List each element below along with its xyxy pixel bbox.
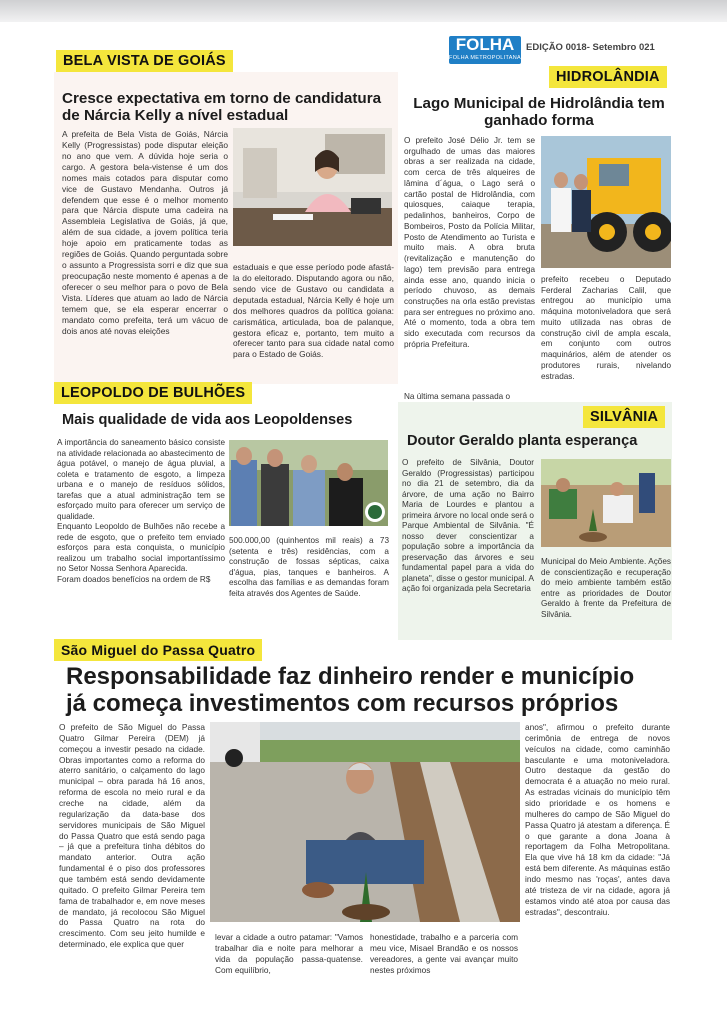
bela-vista-col2: estaduais e que esse período pode afastá-la do eleitorado. Disputando agora ou não, sendo vice de Gustavo ou candidata a deputada estadual, Nárcia Kelly é hoje um dos melhores quadros da política goiana: carismática, articulada, boa de palanque, gestora eficaz e, portanto, tem muito a oferecer tanto para sua cidade natal como para o Estado de Goiás.: [233, 262, 394, 360]
leopoldo-tag: LEOPOLDO DE BULHÕES: [54, 382, 252, 404]
sao-miguel-col4: anos", afirmou o prefeito durante cerimônia de entrega de novos veículos na cidade, como caminhão basculante e uma motoniveladora. Outro destaque da gestão do democrata é a atuação no meio rural. As estradas vicinais do município têm sido prioridade e os homens e mulheres do campo de São Miguel do Passa Quatro já atestam a diferença. É o que garante a dona Joana à reportagem da Folha Metropolitana. Ela que vive há 18 km da cidade: "Já está bem diferente. As máquinas estão indo mesmo nas 'roças', antes dava até tristeza de vir na cidade, agora já estamos vindo até atoa por causa das estradas", descontraiu.: [525, 722, 670, 917]
bela-vista-tag: BELA VISTA DE GOIÁS: [56, 50, 233, 72]
gilmar-pereira-photo: [210, 722, 520, 922]
silvania-col1: O prefeito de Silvânia, Doutor Geraldo (Progressistas) participou no dia 21 de setembro, dia da árvore, de uma ação no Bairro Maria de Lourdes e plantou a primeira árvore no local onde será o Parque Ambiental de Silvânia. "É nosso dever conscientizar a população sobre a importância da preservação das árvores e seu fundamental papel para a vida do planeta", disse o gestor municipal. A ação foi organizada pela Secretaria: [402, 458, 534, 593]
motoniveladora-photo: [541, 136, 671, 268]
sao-miguel-col1: O prefeito de São Miguel do Passa Quatro Gilmar Pereira (DEM) já começou a investir pesado na cidade. Obras importantes como a reforma do aterro sanitário, o calçamento do lago municipal – obra parada há 16 anos, reforma de escola no meio rural e da creche na cidade, além da regularização da data-base dos servidores municipais de São Miguel do Passa Quatro que está sendo paga – já que a prefeitura tinha débitos do mandato anterior. Outra ação fundamental é o piso dos professores que também está sendo devidamente quitado. O prefeito Gilmar Pereira tem fama de trabalhador e, em nove meses de mandato, já recolocou São Miguel do Passa Quatro na rota do crescimento. Com seu jeito humilde e determinado, ele explica que quer: [59, 722, 205, 950]
bela-vista-headline: Cresce expectativa em torno de candidatura de Nárcia Kelly a nível estadual: [62, 90, 382, 125]
sao-miguel-tag: São Miguel do Passa Quatro: [54, 639, 262, 661]
silvania-col2: Municipal do Meio Ambiente. Ações de conscientização e recuperação do meio ambiente também estão entre as prioridades de Doutor Geraldo à frente da Prefeitura de Silvânia.: [541, 557, 671, 619]
leopoldo-col1: A importância do saneamento básico consiste na atividade relacionada ao abastecimento de água potável, o manejo de água pluvial, a coleta e tratamento de esgoto, a limpeza urbana e o manejo de resíduos sólidos, tarefas que a atual administração tem se esforçado muito para oferecer um serviço de qualidade. Enquanto Leopoldo de Bulhões não recebe a rede de esgoto, que o prefeito tem enviado esforços para esta conquista, o município realizou um trabalho social importantíssimo no Setor Nossa Senhora Aparecida. Foram doados benefícios na ordem de R$: [57, 438, 225, 584]
folha-logo: FOLHA FOLHA METROPOLITANA: [449, 36, 521, 64]
leopoldo-col2: 500.000,00 (quinhentos mil reais) a 73 (setenta e três) residências, com a construção de fossas sépticas, caixa d'água, pias, tanques e banheiros. A escolha das famílias e as demandas foram feita através dos Agentes de Saúde.: [229, 536, 389, 598]
edition-label: EDIÇÃO 0018- Setembro 021: [526, 42, 655, 53]
top-shadow-band: [0, 0, 727, 22]
leopoldo-photo: [229, 440, 388, 526]
sao-miguel-headline: Responsabilidade faz dinheiro render e município já começa investimentos com recursos próprios: [66, 663, 635, 718]
hidrolandia-headline: Lago Municipal de Hidrolândia tem ganhado forma: [413, 95, 665, 130]
silvania-headline: Doutor Geraldo planta esperança: [407, 433, 638, 449]
hidrolandia-col1: O prefeito José Délio Jr. tem se orgulhado de umas das maiores obras a ser realizada na cidade, com cerca de três alqueires de lâmina d´água, o Lago será o cartão postal de Hidrolândia, com quiosques, caiaque terapia, pedalinhos, banheiros, Corpo de Bombeiros, Posto da Polícia Militar, Posto de Atendimento ao Turista e muito mais. A obra bruta (revitalização e manutenção do lago) tem previsão para entrega ainda esse ano, quando inicia o período chuvoso, as demais construções na orla estão previstas para ser entregues no próximo ano. Até o momento, toda a obra tem sido executada com recursos da própria Prefeitura.: [404, 136, 535, 349]
hidrolandia-tag: HIDROLÂNDIA: [549, 66, 667, 88]
bela-vista-col1: A prefeita de Bela Vista de Goiás, Nárcia Kelly (Progressistas) pode disputar eleição no ano que vem. A dúvida hoje seria o cargo. A gestora bela-vistense é um dos nomes mais cotados para disputar como vice de Gustavo Mendanha. Outros já defendem que esse é o melhor momento para que Nárcia dispute uma cadeira na Assembleia Legislativa de Goiás, já que, além de sua cidade, a jovem política teria hoje apoio em praticamente todas as regiões de Goiás. Quando perguntada sobre o assunto a Progressista sorri e diz que sua preocupação neste momento é apenas a de oferecer o seu melhor para o povo de Bela Vista. Líderes que atuam ao lado de Nárcia temem que, se ela esperar encerrar o mandato como prefeita, terá um vácuo de dois anos até novas eleições: [62, 129, 228, 336]
sao-miguel-col3: honestidade, trabalho e a parceria com meu vice, Misael Brandão e os nossos vereadores, a gente vai avançar muito nestes próximos: [370, 932, 518, 975]
silvania-tree-photo: [541, 459, 671, 547]
hidrolandia-col1-end: Na última semana passada o: [404, 392, 511, 401]
narcia-kelly-photo: [233, 128, 392, 246]
hidrolandia-col2: prefeito recebeu o Deputado Ferderal Zacharias Calil, que entregou ao município uma máquina motoniveladora que será muito utilizada nas obras de construção civil de ampla escala, em conjunto com outros maquinários, além de atender os produtores rurais, nivelando estradas.: [541, 275, 671, 381]
sao-miguel-col2: levar a cidade a outro patamar: "Vamos trabalhar dia e noite para melhorar a vida da população passa-quatense. Com equilíbrio,: [215, 932, 363, 975]
leopoldo-headline: Mais qualidade de vida aos Leopoldenses: [62, 412, 353, 428]
newspaper-page: [0, 22, 727, 1024]
silvania-tag: SILVÂNIA: [583, 406, 665, 428]
